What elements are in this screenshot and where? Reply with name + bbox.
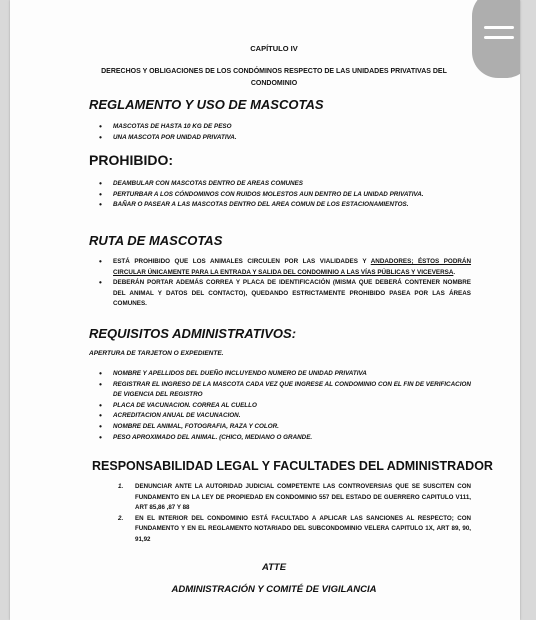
requisitos-heading: REQUISITOS ADMINISTRATIVOS: [89,326,297,341]
prohibido-list [89,179,471,211]
chapter-subtitle: DERECHOS Y OBLIGACIONES DE LOS CONDÓMINOS RESPECTO DE LAS UNIDADES PRIVATIVAS DEL CONDOMINIO [101,68,447,87]
item-text: EN EL INTERIOR DEL CONDOMINIO ESTÁ FACULTADO A APLICAR LAS SANCIONES AL RESPECTO; CON FUNDAMENTO Y EN EL REGLAMENTO NOTARIADO DEL SUBCONDOMINIO VELERA CAPITULO 1X, ART 89, 90, 91,92 [135,514,471,543]
item-number: 2. [118,514,124,522]
list-item: • NOMBRE DEL ANIMAL, FOTOGRAFIA, RAZA Y COLOR. [89,422,471,433]
ruta-item1-text: ESTÁ PROHIBIDO QUE LOS ANIMALES CIRCULEN POR LAS VIALIDADES Y [113,258,371,265]
ruta-item1-end: . [453,268,456,276]
requisitos-list [89,369,471,443]
list-item: • BAÑAR O PASEAR A LAS MASCOTAS DENTRO DEL AREA COMUN DE LOS ESTACIONAMIENTOS. [89,200,471,211]
reglamento-heading: REGLAMENTO Y USO DE MASCOTAS [89,97,324,112]
list-item [89,257,471,278]
menu-icon [484,26,514,46]
list-item: • PLACA DE VACUNACION. CORREA AL CUELLO [89,401,471,412]
list-item: • REGISTRAR EL INGRESO DE LA MASCOTA CADA VEZ QUE INGRESE AL CONDOMINIO CON EL FIN DE VERIFICACION DE VIGENCIA DEL REGISTRO [89,380,471,401]
numbered-item [118,482,471,514]
requisitos-intro: APERTURA DE TARJETON O EXPEDIENTE. [89,350,224,357]
ruta-heading: RUTA DE MASCOTAS [89,233,223,248]
list-item: • PERTURBAR A LOS CÓNDOMINOS CON RUIDOS MOLESTOS AUN DENTRO DE LA UNIDAD PRIVATIVA. [89,190,471,201]
list-item: • MASCOTAS DE HASTA 10 KG DE PESO [89,122,469,133]
item-number: 1. [118,483,124,490]
list-item: • PESO APROXIMADO DEL ANIMAL. (CHICO, MEDIANO O GRANDE. [89,433,471,444]
responsabilidad-heading: RESPONSABILIDAD LEGAL Y FACULTADES DEL ADMINISTRADOR [92,459,493,473]
list-item: • NOMBRE Y APELLIDOS DEL DUEÑO INCLUYENDO NUMERO DE UNIDAD PRIVATIVA [89,369,471,380]
document-page [10,0,520,620]
list-item: • UNA MASCOTA POR UNIDAD PRIVATIVA. [89,133,469,144]
signature-line: ADMINISTRACIÓN Y COMITÉ DE VIGILANCIA [171,584,377,595]
chapter-title: CAPÍTULO IV [250,44,298,53]
floating-menu-button[interactable] [472,0,520,78]
responsabilidad-list [118,482,471,545]
ruta-list [89,257,471,310]
atte-label: ATTE [261,562,287,573]
list-item: • DEBERÁN PORTAR ADEMÁS CORREA Y PLACA DE IDENTIFICACIÓN (MISMA QUE DEBERÁ CONTENER NOMBRE DEL ANIMAL Y DATOS DEL CONTACTO), QUEDANDO ESTRICTAMENTE PROHIBIDO PASEA POR LAS ÁREAS COMUNES. [89,278,471,310]
reglamento-list [89,122,469,143]
numbered-item [118,514,471,546]
list-item: • DEAMBULAR CON MASCOTAS DENTRO DE AREAS COMUNES [89,179,471,190]
item-text: DENUNCIAR ANTE LA AUTORIDAD JUDICIAL COMPETENTE LAS CONTROVERSIAS QUE SE SUSCITEN CON FUNDAMENTO EN LA LEY DE PROPIEDAD EN CONDOMINIO 557 DEL ESTADO DE GUERRERO CAPITULO V111, ART 85,86 ,87 Y 88 [135,483,471,511]
list-item: • ACREDITACION ANUAL DE VACUNACION. [89,411,471,422]
prohibido-heading: PROHIBIDO: [89,152,173,168]
ruta-item1-underlined: ANDADORES; ÉSTOS PODRÁN CIRCULAR ÚNICAMENTE PARA LA ENTRADA Y SALIDA DEL CONDOMINIO A LAS VÍAS PÚBLICAS Y VICEVERSA [113,258,472,276]
